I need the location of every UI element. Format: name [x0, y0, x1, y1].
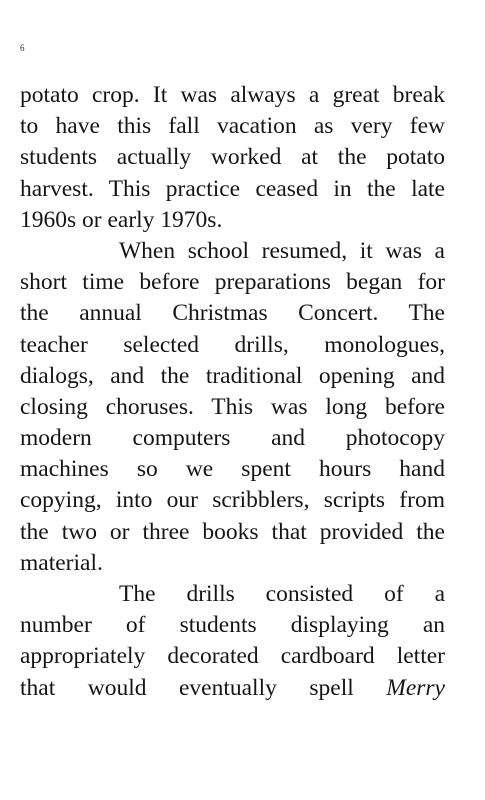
text-line-content: the annual Christmas Concert. The	[20, 300, 445, 327]
text-line	[20, 142, 445, 173]
text-line-content: dialogs, and the traditional opening and	[20, 362, 445, 389]
text-line-content: 1960s or early 1970s.	[20, 206, 223, 233]
text-line	[20, 111, 445, 142]
text-line	[20, 80, 445, 111]
text-line-content: material.	[20, 549, 103, 576]
text-line	[20, 454, 445, 485]
text-line-content: teacher selected drills, monologues,	[20, 331, 445, 358]
body-text	[20, 80, 445, 704]
text-line	[20, 641, 445, 672]
text-line	[20, 423, 445, 454]
text-line	[20, 298, 445, 329]
text-line	[20, 205, 445, 236]
text-line-content: machines so we spent hours hand	[20, 456, 445, 483]
text-line-content: potato crop. It was always a great break	[20, 82, 445, 108]
text-line-content: students actually worked at the potato	[20, 144, 445, 171]
text-line	[20, 236, 445, 267]
text-line-content: copying, into our scribblers, scripts from	[20, 487, 445, 514]
text-line-content: number of students displaying an	[20, 612, 445, 639]
text-line	[20, 174, 445, 205]
page-number: 6	[20, 43, 25, 53]
text-line	[20, 392, 445, 423]
text-line-content: closing choruses. This was long before	[20, 393, 445, 420]
text-line-content: the two or three books that provided the	[20, 518, 445, 545]
text-line-content: modern computers and photocopy	[20, 425, 445, 452]
text-line-content: When school resumed, it was a	[119, 237, 445, 264]
text-line	[20, 267, 445, 298]
text-line	[20, 673, 445, 704]
text-line-content: to have this fall vacation as very few	[20, 113, 445, 140]
text-line	[20, 548, 445, 579]
text-line	[20, 610, 445, 641]
text-line	[20, 330, 445, 361]
text-line	[20, 517, 445, 548]
text-line-content: The drills consisted of a	[119, 581, 445, 607]
text-line-content: that would eventually spell	[20, 674, 354, 701]
text-line	[20, 579, 445, 610]
text-line	[20, 361, 445, 392]
text-line-content: appropriately decorated cardboard letter	[20, 643, 445, 670]
text-line-content: short time before preparations began for	[20, 269, 445, 296]
text-line-content: harvest. This practice ceased in the late	[20, 175, 445, 202]
text-line	[20, 485, 445, 516]
italic-word: Merry	[386, 674, 445, 701]
